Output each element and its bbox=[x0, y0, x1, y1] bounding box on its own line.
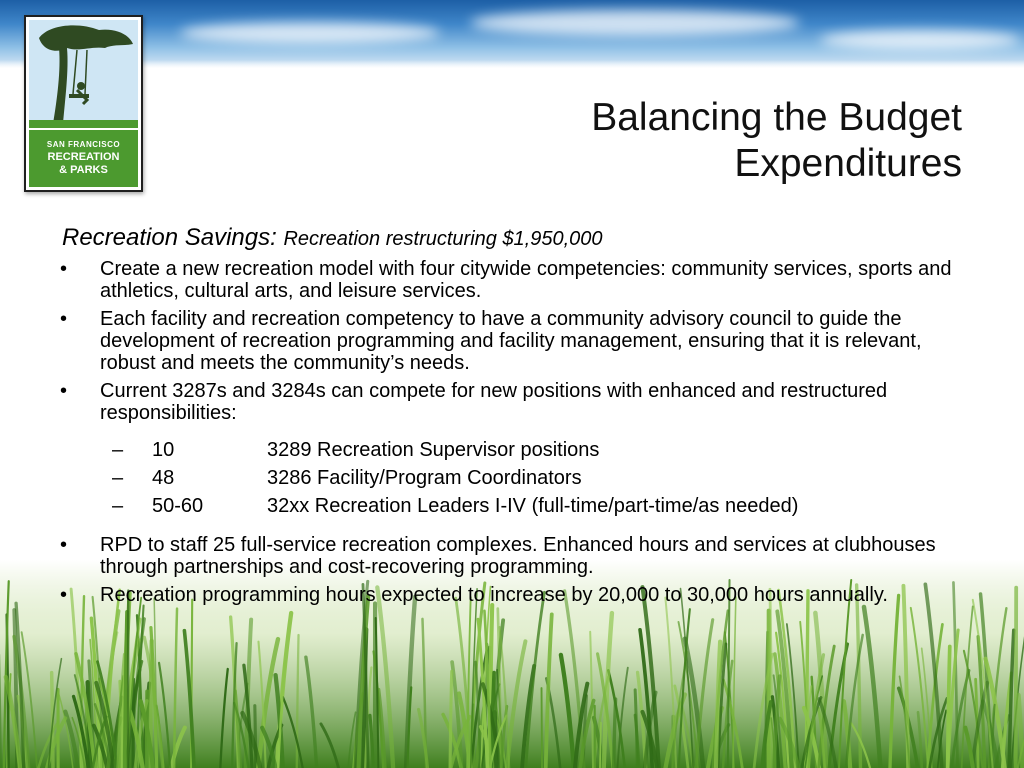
position-description: 3286 Facility/Program Coordinators bbox=[267, 467, 582, 489]
logo-text-recreation: RECREATION bbox=[47, 151, 120, 163]
logo-text-parks: & PARKS bbox=[59, 164, 108, 176]
dash-marker: – bbox=[112, 467, 124, 489]
cloud bbox=[820, 30, 1020, 50]
bullet-marker: • bbox=[60, 308, 68, 330]
logo-text-band bbox=[29, 130, 138, 187]
bullet-text: RPD to staff 25 full-service recreation complexes. Enhanced hours and services at clubhouses through partnerships and cost-recovering programming. bbox=[100, 534, 936, 578]
bullet-marker: • bbox=[60, 584, 68, 606]
bullet-item bbox=[60, 308, 970, 374]
grass-blade bbox=[255, 706, 256, 768]
position-count: 10 bbox=[152, 439, 175, 461]
title-line-1: Balancing the Budget bbox=[591, 96, 962, 139]
slide-title bbox=[591, 95, 962, 187]
cloud bbox=[470, 10, 800, 36]
position-description: 3289 Recreation Supervisor positions bbox=[267, 439, 600, 461]
bullet-marker: • bbox=[60, 380, 68, 402]
position-row bbox=[60, 464, 970, 492]
position-count: 48 bbox=[152, 467, 175, 489]
bullet-text: Create a new recreation model with four citywide competencies: community services, sports and athletics, cultural arts, and leisure services. bbox=[100, 258, 952, 302]
bullet-item bbox=[60, 584, 970, 606]
bullet-item bbox=[60, 534, 970, 578]
dash-marker: – bbox=[112, 495, 124, 517]
sky-banner bbox=[0, 0, 1024, 68]
sf-rec-parks-logo bbox=[24, 15, 143, 192]
section-subhead bbox=[62, 224, 970, 252]
cloud bbox=[180, 22, 440, 44]
subhead-detail: Recreation restructuring $1,950,000 bbox=[283, 228, 603, 250]
logo-text-city: SAN FRANCISCO bbox=[46, 140, 121, 149]
grass-blade bbox=[614, 699, 616, 768]
title-line-2: Expenditures bbox=[734, 142, 962, 185]
slide-body bbox=[60, 224, 970, 612]
dash-marker: – bbox=[112, 439, 124, 461]
grass-blade bbox=[450, 671, 452, 768]
bullet-marker: • bbox=[60, 258, 68, 280]
position-description: 32xx Recreation Leaders I-IV (full-time/part-time/as needed) bbox=[267, 495, 799, 517]
bullet-text: Each facility and recreation competency to have a community advisory council to guide the development of recreation programming and facility management, ensuring that it is relevant, robust and meets the community’s needs. bbox=[100, 308, 922, 374]
position-count: 50-60 bbox=[152, 495, 204, 517]
grass-blade bbox=[600, 723, 601, 768]
bullet-item bbox=[60, 380, 970, 424]
subhead-label: Recreation Savings: bbox=[62, 224, 277, 251]
grass-blade bbox=[125, 612, 127, 768]
position-row bbox=[60, 436, 970, 464]
bullet-text: Current 3287s and 3284s can compete for new positions with enhanced and restructured responsibilities: bbox=[100, 380, 888, 424]
positions-list bbox=[60, 436, 970, 520]
bullet-text: Recreation programming hours expected to increase by 20,000 to 30,000 hours annually. bbox=[100, 584, 888, 606]
position-row bbox=[60, 492, 970, 520]
logo-tree-scene bbox=[29, 20, 138, 128]
bullet-marker: • bbox=[60, 534, 68, 556]
bullet-item bbox=[60, 258, 970, 302]
